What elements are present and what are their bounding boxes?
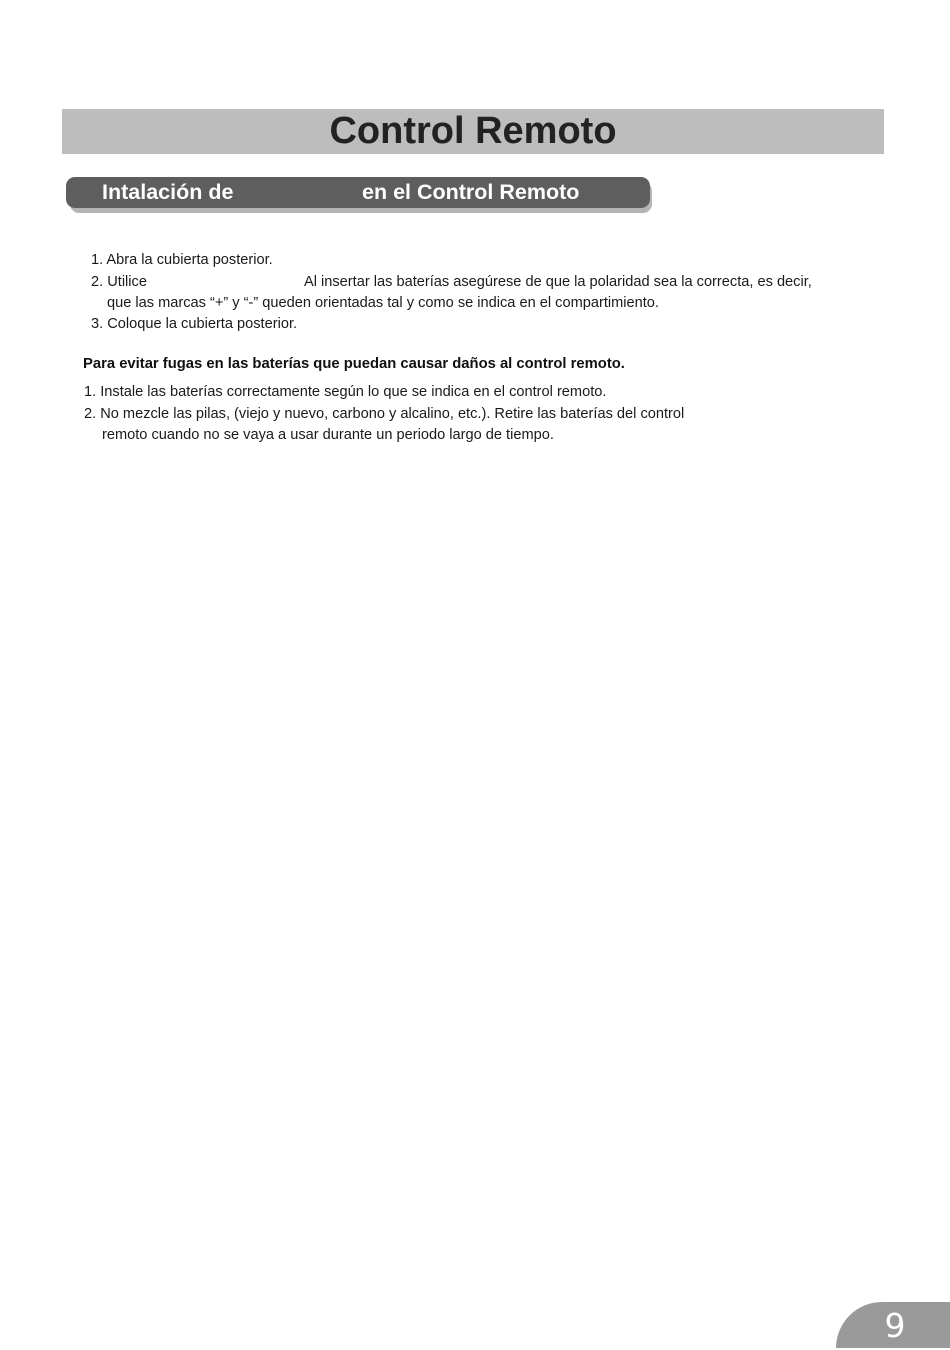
warning-item-1: 1. Instale las baterías correctamente según lo que se indica en el control remoto. — [84, 384, 607, 400]
section-title-part2: en el Control Remoto — [362, 180, 580, 204]
install-step-2-text: Al insertar las baterías asegúrese de que la polaridad sea la correcta, es decir, — [304, 274, 812, 290]
page-title-bar — [62, 109, 884, 154]
warning-heading: Para evitar fugas en las baterías que puedan causar daños al control remoto. — [83, 356, 625, 372]
install-step-3: 3. Coloque la cubierta posterior. — [91, 316, 298, 332]
install-step-1: 1. Abra la cubierta posterior. — [91, 252, 273, 268]
install-step-2-continued: que las marcas “+” y “-” queden orientadas tal y como se indica en el compartimiento. — [107, 295, 659, 311]
page-number: 9 — [884, 1306, 906, 1345]
section-title-part1: Intalación de — [102, 180, 234, 204]
page-title: Control Remoto — [329, 110, 617, 152]
install-step-2-label: 2. Utilice — [91, 274, 147, 290]
warning-item-2: 2. No mezcle las pilas, (viejo y nuevo, carbono y alcalino, etc.). Retire las baterías del control — [84, 406, 685, 422]
warning-item-2-continued: remoto cuando no se vaya a usar durante un periodo largo de tiempo. — [102, 427, 554, 443]
